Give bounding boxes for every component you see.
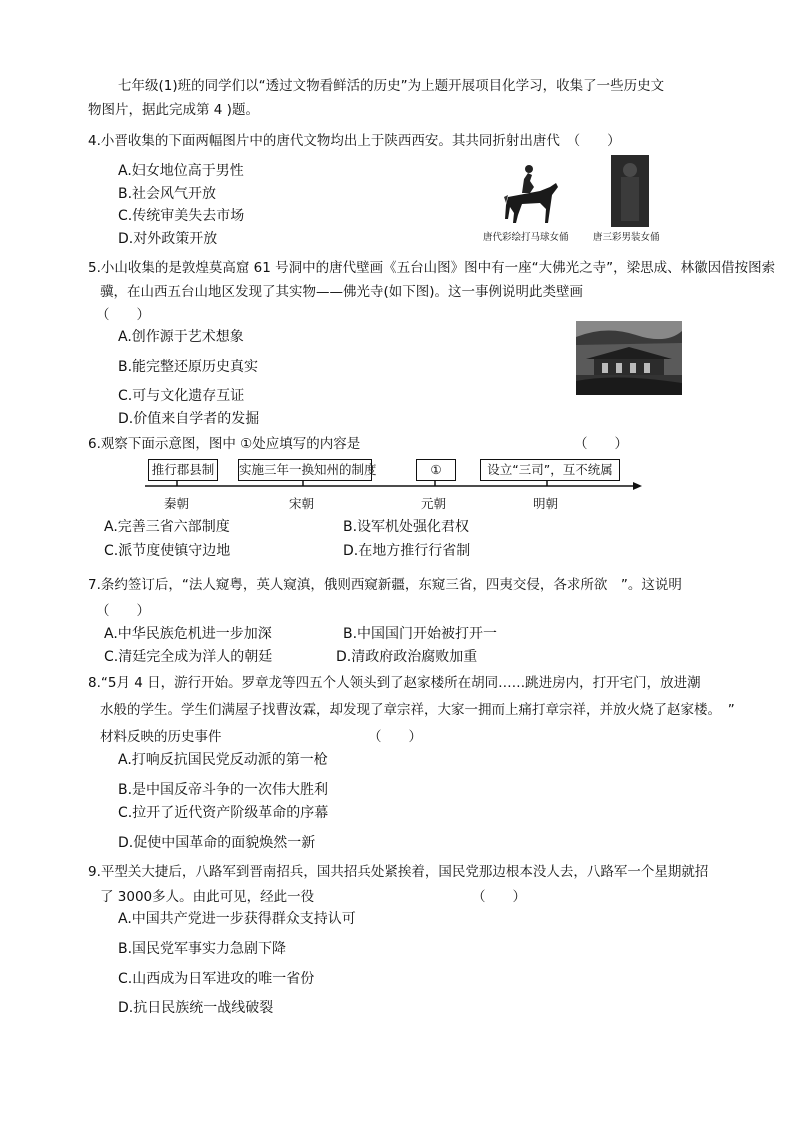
timeline-box-qin: 推行郡县制 (148, 459, 218, 481)
caption-sancai-figurine: 唐三彩男装女俑 (593, 232, 660, 243)
q5-stem-line-1: 5.小山收集的是敦煌莫高窟 61 号洞中的唐代壁画《五台山图》图中有一座“大佛光之寺”，梁思成、林徽因借按图索 (88, 260, 776, 276)
q5-option-b[interactable]: B.能完整还原历史真实 (118, 359, 259, 375)
sancai-figurine-image (611, 155, 649, 227)
q5-option-d[interactable]: D.价值来自学者的发掘 (118, 411, 260, 427)
q8-option-a[interactable]: A.打响反抗国民党反动派的第一枪 (118, 752, 328, 768)
era-label-song: 宋朝 (289, 496, 315, 511)
q7-option-b[interactable]: B.中国国门开始被打开一 (343, 626, 498, 642)
caption-polo-figurine: 唐代彩绘打马球女俑 (483, 232, 569, 243)
q8-option-c[interactable]: C.拉开了近代资产阶级革命的序幕 (118, 805, 329, 821)
q6-stem: 6.观察下面示意图，图中 ①处应填写的内容是 (88, 436, 361, 452)
q4-option-a[interactable]: A.妇女地位高于男性 (118, 163, 244, 179)
q4-stem: 4.小晋收集的下面两幅图片中的唐代文物均出上于陕西西安。其共同折射出唐代 （ ） (88, 133, 621, 149)
q8-option-d[interactable]: D.促使中国革命的面貌焕然一新 (118, 835, 316, 851)
q7-answer-blank: （ ） (96, 603, 150, 619)
q9-stem-line-2: 了 3000多人。由此可见，经此一役 (100, 889, 315, 905)
q6-option-d[interactable]: D.在地方推行行省制 (343, 543, 471, 559)
foguang-temple-image (576, 321, 682, 395)
q7-option-d[interactable]: D.清政府政治腐败加重 (336, 649, 478, 665)
polo-horse-figurine-image (500, 157, 562, 227)
q8-stem-line-3: 材料反映的历史事件 (100, 729, 222, 745)
q9-option-b[interactable]: B.国民党军事实力急剧下降 (118, 941, 287, 957)
q9-answer-blank: （ ） (472, 889, 526, 905)
era-label-ming: 明朝 (533, 496, 559, 511)
era-label-qin: 秦朝 (164, 496, 190, 511)
intro-line-2: 物图片，据此完成第 4 )题。 (88, 102, 259, 118)
timeline-box-song: 实施三年一换知州的制度 (238, 459, 372, 481)
q8-option-b[interactable]: B.是中国反帝斗争的一次伟大胜利 (118, 782, 329, 798)
q8-answer-blank: （ ） (368, 729, 422, 745)
q6-option-b[interactable]: B.设军机处强化君权 (343, 519, 470, 535)
q9-stem-line-1: 9.平型关大捷后，八路军到晋南招兵，国共招兵处紧挨着，国民党那边根本没人去，八路军一个星期就招 (88, 864, 709, 880)
q7-stem: 7.条约签订后，“法人窥粤，英人窥滇，俄则西窥新疆，东窥三省，四夷交侵，各求所欲 ”。这说明 (88, 577, 682, 593)
q5-answer-blank: （ ） (96, 307, 150, 323)
q7-option-c[interactable]: C.清廷完全成为洋人的朝廷 (104, 649, 273, 665)
q6-option-a[interactable]: A.完善三省六部制度 (104, 519, 230, 535)
q9-option-c[interactable]: C.山西成为日军进攻的唯一省份 (118, 971, 315, 987)
q4-option-b[interactable]: B.社会风气开放 (118, 186, 217, 202)
timeline-box-ming: 设立“三司”，互不统属 (480, 459, 620, 481)
q5-option-a[interactable]: A.创作源于艺术想象 (118, 329, 244, 345)
q9-option-a[interactable]: A.中国共产党进一步获得群众支持认可 (118, 911, 356, 927)
q9-option-d[interactable]: D.抗日民族统一战线破裂 (118, 1000, 274, 1016)
q7-option-a[interactable]: A.中华民族危机进一步加深 (104, 626, 272, 642)
q8-stem-line-2: 水般的学生。学生们满屋子找曹汝霖，却发现了章宗祥，大家一拥而上痛打章宗祥，并放火烧了赵家楼。 ” (100, 702, 735, 718)
intro-line-1: 七年级(1)班的同学们以“透过文物看鲜活的历史”为上题开展项目化学习，收集了一些历史文 (118, 78, 665, 94)
era-label-yuan: 元朝 (421, 496, 447, 511)
q6-answer-blank: （ ） (574, 436, 628, 452)
timeline-box-yuan-blank[interactable]: ① (416, 459, 456, 481)
q6-option-c[interactable]: C.派节度使镇守边地 (104, 543, 231, 559)
q4-option-d[interactable]: D.对外政策开放 (118, 231, 218, 247)
q5-option-c[interactable]: C.可与文化遗存互证 (118, 388, 245, 404)
q5-stem-line-2: 骥，在山西五台山地区发现了其实物——佛光寺(如下图)。这一事例说明此类壁画 (100, 284, 584, 300)
q4-option-c[interactable]: C.传统审美失去市场 (118, 208, 245, 224)
q8-stem-line-1: 8.“5月 4 日，游行开始。罗章龙等四五个人领头到了赵家楼所在胡同……跳进房内，打开宅门，放进潮 (88, 675, 701, 691)
